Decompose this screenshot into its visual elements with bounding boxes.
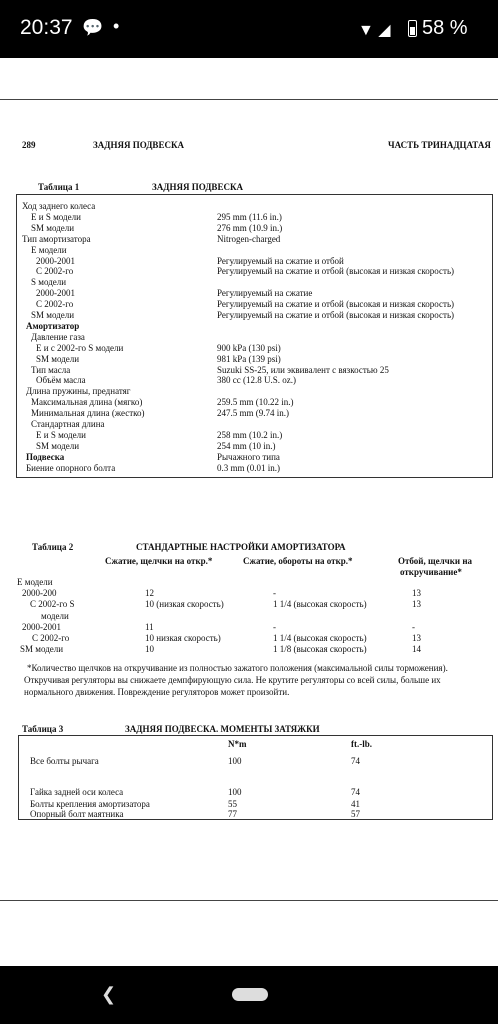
home-pill-icon[interactable] — [232, 988, 268, 1001]
table1-row-name: Ход заднего колеса — [22, 201, 96, 211]
table1-row-name: Стандартная длина — [31, 419, 105, 429]
table2-cell-name: 2000-200 — [22, 588, 57, 598]
table1-label: Таблица 1 — [38, 182, 80, 192]
table2-cell-name: E модели — [17, 577, 53, 587]
table3-cell-nm: 100 — [228, 756, 242, 766]
table1-row-name: С 2002-го — [36, 266, 74, 277]
table2-cell-clicks: 10 низкая скорость) — [145, 633, 221, 643]
table2-cell-clicks: 12 — [145, 588, 154, 598]
bottom-divider — [0, 900, 498, 901]
table1-row-value: 0.3 mm (0.01 in.) — [217, 462, 280, 473]
table1-row-value: Регулируемый на сжатие и отбой (высокая и низкая скорость) — [217, 310, 455, 320]
table3-cell-ftlb: 74 — [351, 756, 360, 766]
table1-row-value: 981 kPa (139 psi) — [217, 353, 281, 364]
table1-row-value: Регулируемый на сжатие — [217, 288, 313, 299]
table1-row-name: Подвеска — [26, 451, 65, 462]
table1-row-value: Регулируемый на сжатие и отбой (высокая и низкая скорость) — [217, 299, 455, 310]
status-bar — [0, 0, 498, 58]
wifi-signal-icon: ▼ ◢ — [358, 22, 391, 39]
table2-col-clicks: Сжатие, щелчки на откр.* — [105, 556, 213, 566]
table1-row-name: E и S модели — [36, 429, 86, 440]
table3-col-nm: N*m — [228, 739, 247, 749]
table1-row-name: E модели — [31, 244, 67, 255]
table1-row-value: Suzuki SS-25, или эквивалент с вязкостью 25 — [217, 364, 389, 375]
table3-cell-ftlb: 57 — [351, 809, 360, 819]
table3-cell-name: Все болты рычага — [30, 756, 99, 766]
table1-row-name: Длина пружины, преднатяг — [26, 386, 131, 397]
table1-row-name: E и S модели — [31, 211, 81, 222]
table2-cell-rebound: 13 — [412, 633, 421, 643]
top-divider — [0, 99, 498, 100]
table2-cell-clicks: 10 (низкая скорость) — [145, 599, 224, 609]
table1-row-name: Объём масла — [36, 375, 86, 386]
table2-footnote-3: нормального движения. Повреждение регуляторов может произойти. — [24, 687, 290, 697]
table1-row-value: 276 mm (10.9 in.) — [217, 222, 283, 233]
chapter-title: ЧАСТЬ ТРИНАДЦАТАЯ — [388, 140, 491, 150]
table3-title: ЗАДНЯЯ ПОДВЕСКА. МОМЕНТЫ ЗАТЯЖКИ — [125, 724, 320, 734]
table1-title: ЗАДНЯЯ ПОДВЕСКА — [152, 182, 243, 192]
table1-row-name: SM модели — [31, 310, 75, 320]
table1-row-name: SM модели — [31, 222, 75, 233]
table2-cell-rebound: - — [412, 622, 415, 632]
table1-row-name: E и с 2002-го S модели — [36, 342, 124, 353]
table1-row-name: Биение опорного болта — [26, 462, 116, 473]
table1-row-value: Рычажного типа — [217, 451, 280, 462]
table1-row-name: Минимальная длина (жестко) — [31, 408, 145, 419]
table2-footnote-2: Откручивая регуляторы вы снижаете демпфирующую сила. Не крутите регуляторы со всей силы, больше их — [24, 675, 441, 685]
page-number: 289 — [22, 140, 36, 150]
table1-row-value: 900 kPa (130 psi) — [217, 342, 281, 353]
table1-row-value: 380 cc (12.8 U.S. oz.) — [217, 375, 296, 386]
table3-label: Таблица 3 — [22, 724, 64, 734]
message-icon: 💬 — [82, 18, 104, 37]
table2-cell-turns: - — [273, 588, 276, 598]
table2-cell-turns: 1 1/4 (высокая скорость) — [273, 599, 367, 609]
table2-cell-turns: 1 1/4 (высокая скорость) — [273, 633, 367, 643]
table2-cell-turns: - — [273, 622, 276, 632]
section-title: ЗАДНЯЯ ПОДВЕСКА — [93, 140, 184, 150]
table3-col-ftlb: ft.-lb. — [351, 739, 372, 749]
battery-icon — [408, 20, 417, 37]
dot-icon: • — [113, 16, 120, 36]
table2-cell-rebound: 13 — [412, 599, 421, 609]
table2-cell-rebound: 14 — [412, 644, 421, 654]
table1-row-name: Давление газа — [31, 331, 85, 342]
table1-row-value: Nitrogen-charged — [217, 233, 281, 244]
table3-cell-nm: 77 — [228, 809, 237, 819]
table1-row-name: SM модели — [36, 353, 80, 364]
table2-cell-name: 2000-2001 — [22, 622, 61, 632]
table1-row-name: SM модели — [36, 440, 80, 451]
table1-row-value: 247.5 mm (9.74 in.) — [217, 408, 289, 419]
table2-footnote-1: *Количество щелчков на откручивание из полностью зажатого положения (максимальной силы торможения). — [27, 663, 448, 673]
document-page[interactable] — [0, 58, 498, 966]
table2-col-rebound-2: откручивание* — [400, 567, 462, 577]
table1-row-value: 258 mm (10.2 in.) — [217, 429, 283, 440]
table3-cell-name: Болты крепления амортизатора — [30, 799, 150, 809]
table2-col-turns: Сжатие, обороты на откр.* — [243, 556, 353, 566]
table1-row-value: 259.5 mm (10.22 in.) — [217, 397, 294, 408]
table2-cell-turns: 1 1/8 (высокая скорость) — [273, 644, 367, 654]
table3-cell-name: Гайка задней оси колеса — [30, 787, 124, 797]
table1-row-name: Тип амортизатора — [22, 233, 91, 244]
table3-cell-nm: 55 — [228, 799, 237, 809]
table1-row-name: Тип масла — [31, 364, 71, 375]
table2-cell-name: модели — [41, 611, 69, 621]
table3-cell-ftlb: 74 — [351, 787, 360, 797]
table1-row-value: Регулируемый на сжатие и отбой (высокая и низкая скорость) — [217, 266, 455, 277]
table1-row-value: Регулируемый на сжатие и отбой — [217, 255, 344, 266]
table2-title: СТАНДАРТНЫЕ НАСТРОЙКИ АМОРТИЗАТОРА — [136, 542, 346, 552]
table2-cell-rebound: 13 — [412, 588, 421, 598]
table2-cell-clicks: 10 — [145, 644, 154, 654]
status-time: 20:37 — [20, 16, 73, 39]
table3-cell-ftlb: 41 — [351, 799, 360, 809]
battery-percent: 58 % — [422, 17, 468, 39]
table2-cell-name: С 2002-го S — [30, 599, 75, 609]
table1-row-name: 2000-2001 — [36, 255, 75, 266]
table2-label: Таблица 2 — [32, 542, 74, 552]
table3-cell-nm: 100 — [228, 787, 242, 797]
table2-cell-name: SM модели — [20, 644, 64, 654]
table3-cell-name: Опорный болт маятника — [30, 809, 124, 819]
navigation-bar — [0, 966, 498, 1024]
table2-cell-clicks: 11 — [145, 622, 154, 632]
back-icon[interactable]: ❮ — [101, 984, 117, 1005]
table1-row-name: Амортизатор — [26, 320, 80, 331]
table1-row-value: 295 mm (11.6 in.) — [217, 211, 282, 222]
table1-row-name: 2000-2001 — [36, 288, 75, 299]
table1-row-name: Максимальная длина (мягко) — [31, 397, 143, 408]
table2-col-rebound-1: Отбой, щелчки на — [398, 556, 473, 566]
table1-row-value: 254 mm (10 in.) — [217, 440, 276, 451]
table1-row-name: С 2002-го — [36, 299, 74, 310]
table2-cell-name: С 2002-го — [32, 633, 70, 643]
table1-row-name: S модели — [31, 277, 67, 288]
